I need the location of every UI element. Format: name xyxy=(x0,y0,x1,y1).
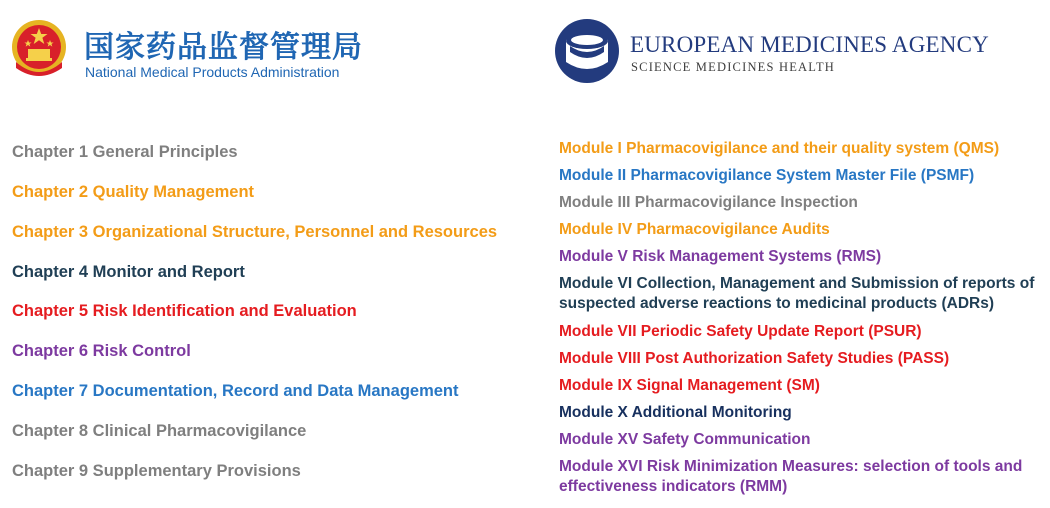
module-item: Module I Pharmacovigilance and their quality system (QMS) xyxy=(559,140,1000,157)
nmpa-logo xyxy=(10,18,470,86)
module-item: Module IV Pharmacovigilance Audits xyxy=(559,221,830,238)
module-item: Module VIII Post Authorization Safety Studies (PASS) xyxy=(559,350,950,367)
chapter-item: Chapter 3 Organizational Structure, Personnel and Resources xyxy=(12,223,498,241)
module-item: Module XV Safety Communication xyxy=(559,431,811,448)
ema-logo xyxy=(554,18,1034,86)
module-item: Module V Risk Management Systems (RMS) xyxy=(559,248,882,265)
national-emblem-icon xyxy=(10,18,68,80)
nmpa-name-english: National Medical Products Administration xyxy=(85,64,340,80)
chapter-item: Chapter 5 Risk Identification and Evaluation xyxy=(12,302,357,320)
chapter-item: Chapter 7 Documentation, Record and Data Management xyxy=(12,382,459,400)
module-item: Module VII Periodic Safety Update Report (PSUR) xyxy=(559,323,922,340)
chapter-item: Chapter 6 Risk Control xyxy=(12,342,191,360)
module-item: Module XVI Risk Minimization Measures: selection of tools and effectiveness indicators (RMM) xyxy=(559,458,1023,495)
chapter-item: Chapter 2 Quality Management xyxy=(12,183,255,201)
module-item: Module II Pharmacovigilance System Master File (PSMF) xyxy=(559,167,975,184)
chapter-item: Chapter 8 Clinical Pharmacovigilance xyxy=(12,422,307,440)
module-item: Module VI Collection, Management and Submission of reports of suspected adverse reactions to medicinal products (ADRs) xyxy=(559,275,1035,312)
ema-name: EUROPEAN MEDICINES AGENCY xyxy=(630,32,989,57)
chapter-item: Chapter 1 General Principles xyxy=(12,143,238,161)
ema-emblem-icon xyxy=(554,18,620,84)
nmpa-name-chinese: 国家药品监督管理局 xyxy=(84,30,363,65)
chapter-item: Chapter 4 Monitor and Report xyxy=(12,263,245,281)
ema-tagline: SCIENCE MEDICINES HEALTH xyxy=(631,60,836,74)
module-item: Module IX Signal Management (SM) xyxy=(559,377,820,394)
module-item: Module III Pharmacovigilance Inspection xyxy=(559,194,858,211)
chapter-item: Chapter 9 Supplementary Provisions xyxy=(12,462,301,480)
module-item: Module X Additional Monitoring xyxy=(559,404,792,421)
